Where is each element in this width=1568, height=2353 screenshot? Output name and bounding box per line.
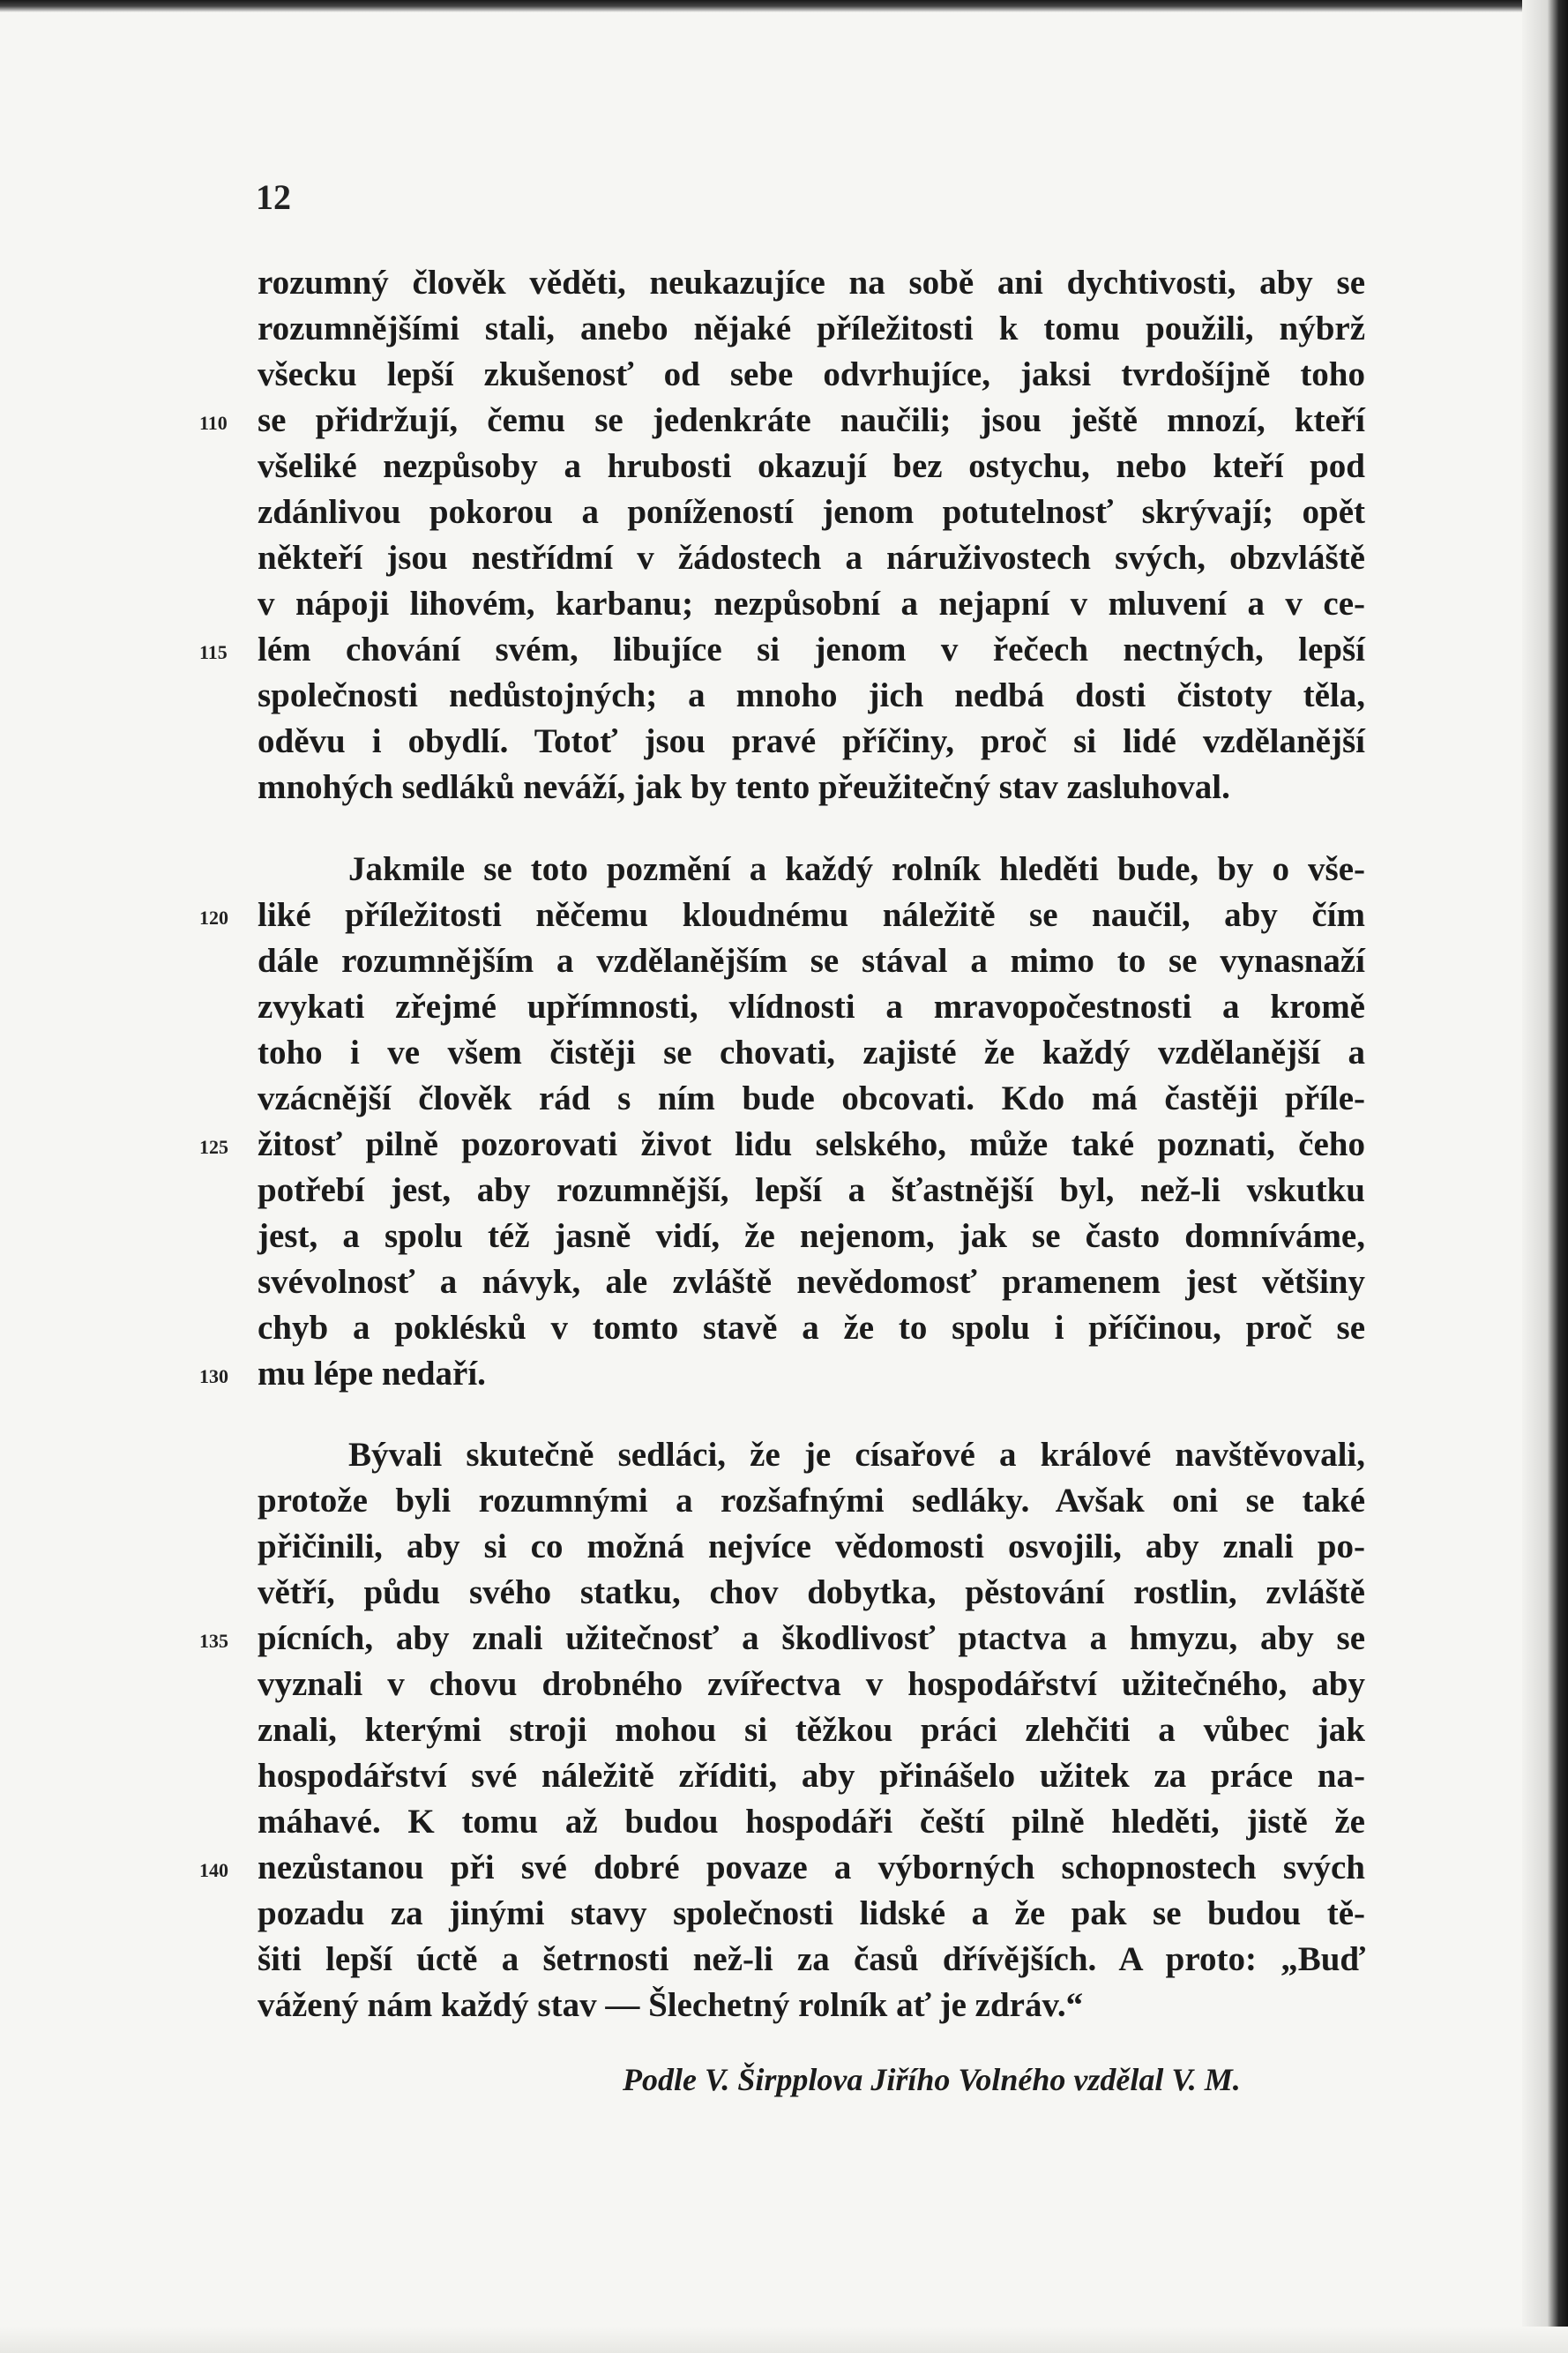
page-bottom-edge	[0, 2327, 1568, 2353]
margin-line-number: 115	[199, 641, 228, 663]
margin-line-number: 110	[199, 412, 228, 434]
text-line: lém chování svém, libujíce si jenom v řečech nectných, lepší	[258, 631, 1365, 669]
text-line: toho i ve všem čistěji se chovati, zajisté že každý vzdělanější a	[258, 1034, 1365, 1072]
text-line: hospodářství své náležitě zříditi, aby přinášelo užitek za práce na-	[258, 1757, 1365, 1795]
text-line: oděvu i obydlí. Totoť jsou pravé příčiny, proč si lidé vzdělanější	[258, 722, 1365, 760]
text-line: v nápoji lihovém, karbanu; nezpůsobní a nejapní v mluvení a v ce-	[258, 585, 1365, 623]
text-line: nezůstanou při své dobré povaze a výborných schopnostech svých	[258, 1849, 1365, 1886]
text-line: mu lépe nedaří.	[258, 1355, 486, 1393]
text-line: liké příležitosti něčemu kloudnému náležitě se naučil, aby čím	[258, 896, 1365, 934]
text-line: jest, a spolu též jasně vidí, že nejenom, jak se často domníváme,	[258, 1217, 1365, 1255]
page-number: 12	[256, 177, 291, 217]
text-line: žitosť pilně pozorovati život lidu selského, může také poznati, čeho	[258, 1125, 1365, 1163]
text-line: potřebí jest, aby rozumnější, lepší a šťastnější byl, než-li vskutku	[258, 1171, 1365, 1209]
margin-line-number: 140	[199, 1859, 228, 1881]
text-line: Jakmile se toto pozmění a každý rolník hleděti bude, by o vše-	[348, 850, 1365, 888]
text-line: přičinili, aby si co možná nejvíce vědomosti osvojili, aby znali po-	[258, 1528, 1365, 1565]
text-line: zvykati zřejmé upřímnosti, vlídnosti a mravopočestnosti a kromě	[258, 988, 1365, 1026]
text-line: znali, kterými stroji mohou si těžkou práci zlehčiti a vůbec jak	[258, 1711, 1365, 1749]
text-line: protože byli rozumnými a rozšafnými sedláky. Avšak oni se také	[258, 1482, 1365, 1520]
text-line: pozadu za jinými stavy společnosti lidské a že pak se budou tě-	[258, 1894, 1365, 1932]
text-line: Bývali skutečně sedláci, že je císařové a králové navštěvovali,	[348, 1436, 1365, 1474]
margin-line-number: 120	[199, 907, 228, 929]
text-line: vyznali v chovu drobného zvířectva v hospodářství užitečného, aby	[258, 1665, 1365, 1703]
margin-line-number: 125	[199, 1136, 228, 1158]
margin-line-number: 130	[199, 1365, 228, 1387]
text-line: zdánlivou pokorou a ponížeností jenom potutelnosť skrývají; opět	[258, 493, 1365, 531]
page-binding-edge	[1522, 0, 1568, 2353]
text-line: všecku lepší zkušenosť od sebe odvrhujíce, jaksi tvrdošíjně toho	[258, 355, 1365, 393]
text-line: všeliké nezpůsoby a hrubosti okazují bez ostychu, nebo kteří pod	[258, 447, 1365, 485]
text-line: vážený nám každý stav — Šlechetný rolník ať je zdráv.“	[258, 1986, 1084, 2024]
text-line: vzácnější člověk rád s ním bude obcovati. Kdo má častěji příle-	[258, 1079, 1365, 1117]
page-top-edge	[0, 0, 1568, 12]
text-line: pícních, aby znali užitečnosť a škodlivosť ptactva a hmyzu, aby se	[258, 1619, 1365, 1657]
text-line: větří, půdu svého statku, chov dobytka, pěstování rostlin, zvláště	[258, 1573, 1365, 1611]
text-line: společnosti nedůstojných; a mnoho jich nedbá dosti čistoty těla,	[258, 676, 1365, 714]
text-line: rozumnějšími stali, anebo nějaké příležitosti k tomu použili, nýbrž	[258, 310, 1365, 347]
attribution-signature: Podle V. Širpplova Jiřího Volného vzdělal V. M.	[623, 2062, 1241, 2097]
text-line: máhavé. K tomu až budou hospodáři čeští pilně hleděti, jistě že	[258, 1803, 1365, 1841]
text-line: šiti lepší úctě a šetrnosti než-li za časů dřívějších. A proto: „Buď	[258, 1940, 1365, 1978]
margin-line-number: 135	[199, 1630, 228, 1652]
text-line: někteří jsou nestřídmí v žádostech a náruživostech svých, obzvláště	[258, 539, 1365, 577]
text-line: se přidržují, čemu se jedenkráte naučili; jsou ještě mnozí, kteří	[258, 401, 1365, 439]
text-line: mnohých sedláků neváží, jak by tento přeužitečný stav zasluhoval.	[258, 768, 1230, 806]
text-line: svévolnosť a návyk, ale zvláště nevědomosť pramenem jest většiny	[258, 1263, 1365, 1301]
text-line: dále rozumnějším a vzdělanějším se stával a mimo to se vynasnaží	[258, 942, 1365, 980]
text-line: rozumný člověk věděti, neukazujíce na sobě ani dychtivosti, aby se	[258, 264, 1365, 302]
text-line: chyb a poklésků v tomto stavě a že to spolu i příčinou, proč se	[258, 1309, 1365, 1347]
